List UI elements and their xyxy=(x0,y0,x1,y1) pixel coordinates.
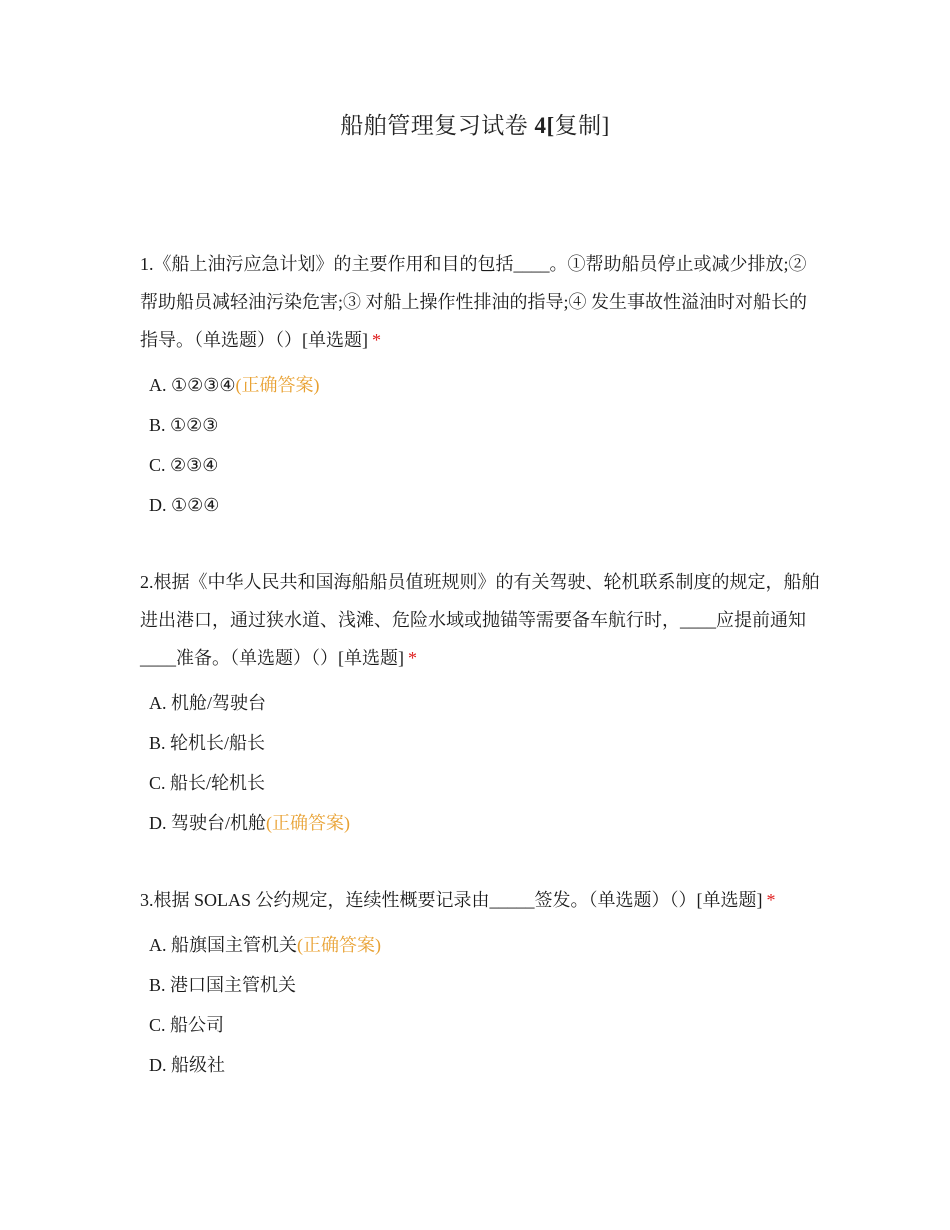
page-title xyxy=(0,108,950,144)
title-number: 4[ xyxy=(534,113,555,138)
correct-answer-label: (正确答案) xyxy=(266,813,350,833)
option-b[interactable]: B. 轮机长/船长 xyxy=(149,733,266,753)
correct-answer-label: (正确答案) xyxy=(297,935,381,955)
required-mark: * xyxy=(766,890,776,910)
option-d[interactable]: D. ①②④ xyxy=(149,495,220,515)
option-a[interactable]: A. ①②③④(正确答案) xyxy=(149,375,320,395)
option-a[interactable]: A. 船旗国主管机关(正确答案) xyxy=(149,935,381,955)
required-mark: * xyxy=(408,648,417,668)
question-text: 2.根据《中华人民共和国海船船员值班规则》的有关驾驶、轮机联系制度的规定，船舶进出港口，通过狭水道、浅滩、危险水域或抛锚等需要备车航行时，____应提前通知____准备。（单选题）（）[单选题] * xyxy=(140,572,820,668)
question-1 xyxy=(140,245,820,525)
question-2 xyxy=(140,563,820,843)
option-list xyxy=(140,925,820,1085)
option-b[interactable]: B. ①②③ xyxy=(149,415,219,435)
option-a[interactable]: A. 机舱/驾驶台 xyxy=(149,693,266,713)
question-text: 1.《船上油污应急计划》的主要作用和目的包括____。①帮助船员停止或减少排放;② 帮助船员减轻油污染危害;③ 对船上操作性排油的指导;④ 发生事故性溢油时对船长的指导。（单选题）（）[单选题] * xyxy=(140,254,807,350)
correct-answer-label: (正确答案) xyxy=(235,375,320,395)
option-d[interactable]: D. 驾驶台/机舱(正确答案) xyxy=(149,813,350,833)
option-list xyxy=(140,365,820,525)
question-3 xyxy=(140,881,820,1085)
option-d[interactable]: D. 船级社 xyxy=(149,1055,225,1075)
title-copy: 复制] xyxy=(554,113,610,138)
option-b[interactable]: B. 港口国主管机关 xyxy=(149,975,297,995)
required-mark: * xyxy=(372,330,381,350)
option-c[interactable]: C. ②③④ xyxy=(149,455,219,475)
option-list xyxy=(140,683,820,843)
title-main: 船舶管理复习试卷 xyxy=(340,113,529,138)
question-text: 3.根据 SOLAS 公约规定，连续性概要记录由_____签发。（单选题）（）[单选题] * xyxy=(140,890,776,910)
option-c[interactable]: C. 船公司 xyxy=(149,1015,225,1035)
option-c[interactable]: C. 船长/轮机长 xyxy=(149,773,266,793)
